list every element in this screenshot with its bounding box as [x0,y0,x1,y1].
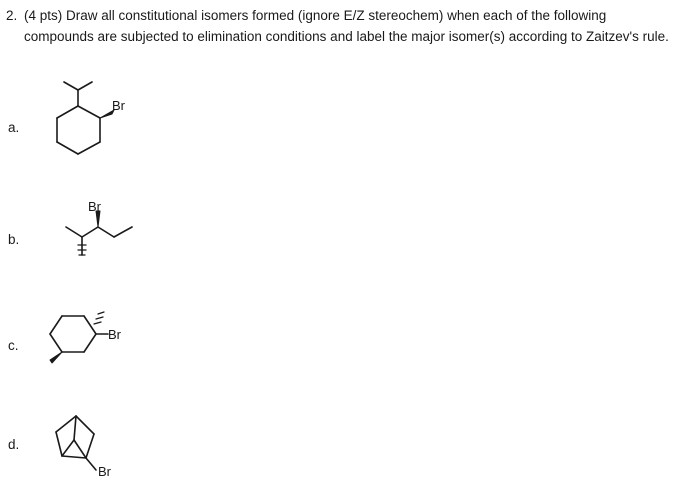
question-number: 2. [6,8,18,23]
atom-label-br-b: Br [88,199,101,214]
item-label-d: d. [8,437,20,452]
structure-d [48,414,158,484]
atom-label-br-c: Br [108,327,121,342]
item-label-b: b. [8,232,20,247]
structure-c [48,302,158,382]
structure-a [50,72,170,167]
structure-b [62,199,172,263]
item-label-c: c. [8,338,19,353]
question-text: (4 pts) Draw all constitutional isomers formed (ignore E/Z stereochem) when each of the following compounds are subjected to elimination conditions and label the major isomer(s) according to Zaitzev's rule. [24,8,669,44]
item-label-a: a. [8,120,20,135]
atom-label-br-a: Br [112,98,125,113]
atom-label-br-d: Br [98,464,111,479]
